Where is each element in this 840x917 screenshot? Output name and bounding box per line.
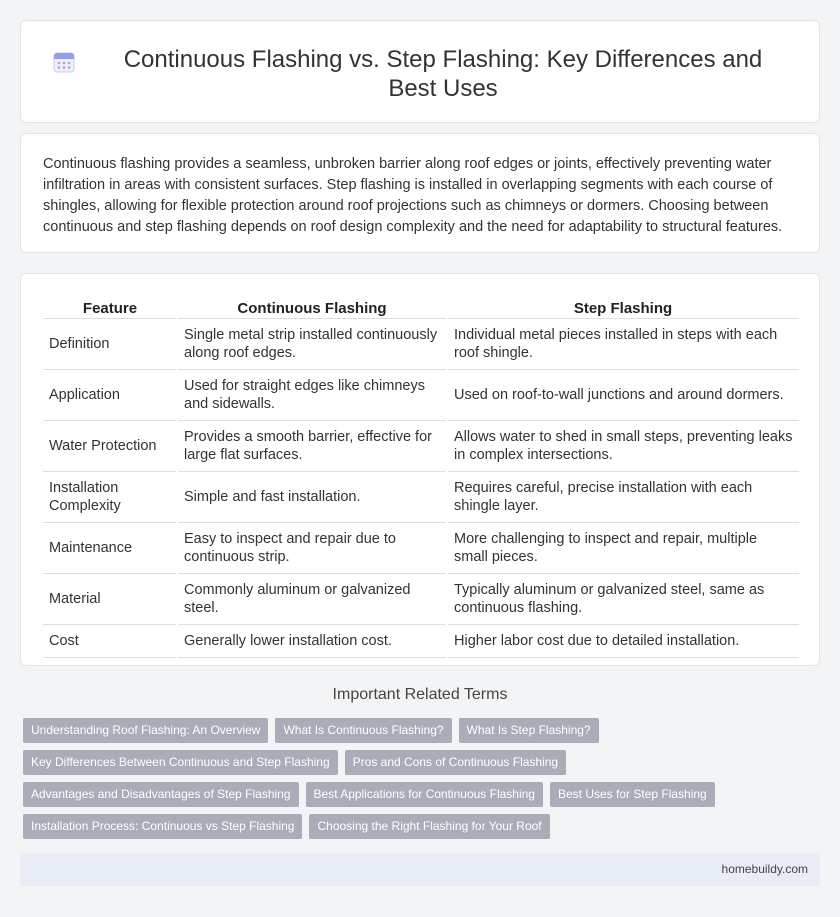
feature-cell: Water Protection — [43, 420, 177, 471]
intro-paragraph: Continuous flashing provides a seamless, unbroken barrier along roof edges or joints, effectively preventing water infiltration in areas with consistent surfaces. Step flashing is installed in overlapping segments with each course of shingles, allowing for flexible protection around roof projections such as chimneys or dormers. Choosing between continuous and step flashing depends on roof design complexity and the need for adaptability to structural features. — [43, 156, 783, 235]
table-row — [43, 420, 799, 471]
tag-row — [23, 718, 823, 743]
header-continuous: Continuous Flashing — [237, 299, 387, 317]
related-tag[interactable]: Choosing the Right Flashing for Your Roof — [309, 814, 549, 839]
table-header-row — [43, 296, 799, 318]
feature-cell: Definition — [43, 318, 177, 369]
table-row — [43, 573, 799, 624]
step-cell: Typically aluminum or galvanized steel, same as continuous flashing. — [447, 573, 799, 624]
related-tag[interactable]: Best Uses for Step Flashing — [550, 782, 715, 807]
step-cell: More challenging to inspect and repair, multiple small pieces. — [447, 522, 799, 573]
continuous-cell: Simple and fast installation. — [177, 471, 447, 522]
continuous-cell: Commonly aluminum or galvanized steel. — [177, 573, 447, 624]
step-cell: Higher labor cost due to detailed installation. — [447, 624, 799, 657]
related-tag[interactable]: Key Differences Between Continuous and Step Flashing — [23, 750, 338, 775]
feature-cell: Application — [43, 369, 177, 420]
step-cell: Individual metal pieces installed in steps with each roof shingle. — [447, 318, 799, 369]
tag-row — [23, 814, 823, 839]
step-cell: Used on roof-to-wall junctions and around dormers. — [447, 369, 799, 420]
related-tag[interactable]: Advantages and Disadvantages of Step Flashing — [23, 782, 299, 807]
footer — [20, 853, 820, 886]
comparison-table — [43, 296, 799, 658]
step-cell: Allows water to shed in small steps, preventing leaks in complex intersections. — [447, 420, 799, 471]
table-row — [43, 318, 799, 369]
table-row — [43, 369, 799, 420]
table-row — [43, 471, 799, 522]
continuous-cell: Easy to inspect and repair due to continuous strip. — [177, 522, 447, 573]
calendar-icon — [51, 49, 77, 75]
tag-row — [23, 782, 823, 807]
related-tag[interactable]: Understanding Roof Flashing: An Overview — [23, 718, 268, 743]
related-tag[interactable]: Installation Process: Continuous vs Step Flashing — [23, 814, 302, 839]
related-tag[interactable]: What Is Continuous Flashing? — [275, 718, 451, 743]
header-step: Step Flashing — [573, 299, 673, 317]
feature-cell: Material — [43, 573, 177, 624]
tag-row — [23, 750, 823, 775]
continuous-cell: Provides a smooth barrier, effective for large flat surfaces. — [177, 420, 447, 471]
related-terms-title: Important Related Terms — [332, 686, 508, 703]
feature-cell: Installation Complexity — [43, 471, 177, 522]
footer-site[interactable]: homebuildy.com — [721, 862, 808, 876]
continuous-cell: Single metal strip installed continuously along roof edges. — [177, 318, 447, 369]
feature-cell: Cost — [43, 624, 177, 657]
table-row — [43, 624, 799, 657]
step-cell: Requires careful, precise installation with each shingle layer. — [447, 471, 799, 522]
header-card — [20, 20, 820, 123]
related-tag[interactable]: What Is Step Flashing? — [459, 718, 599, 743]
related-tag[interactable]: Pros and Cons of Continuous Flashing — [345, 750, 566, 775]
related-tag[interactable]: Best Applications for Continuous Flashing — [306, 782, 543, 807]
continuous-cell: Generally lower installation cost. — [177, 624, 447, 657]
table-row — [43, 522, 799, 573]
related-tags — [23, 718, 823, 846]
intro-card — [20, 133, 820, 253]
header-feature: Feature — [82, 299, 138, 317]
page-title: Continuous Flashing vs. Step Flashing: Key Differences and Best Uses — [123, 46, 763, 102]
continuous-cell: Used for straight edges like chimneys and sidewalls. — [177, 369, 447, 420]
feature-cell: Maintenance — [43, 522, 177, 573]
comparison-card — [20, 273, 820, 666]
